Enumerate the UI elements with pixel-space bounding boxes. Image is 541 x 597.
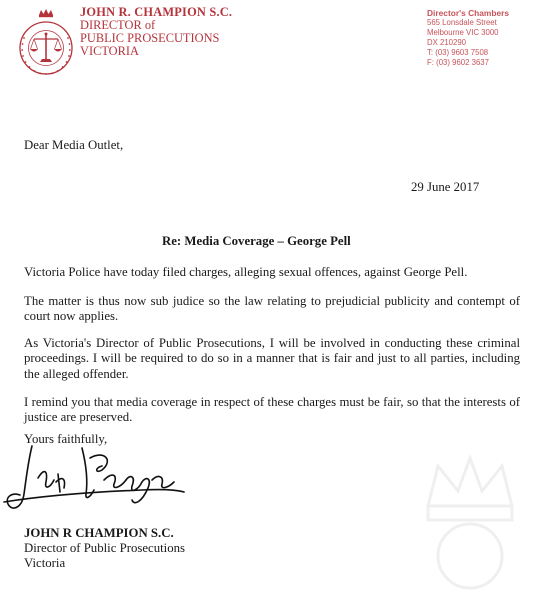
chambers-header: Director's Chambers [427, 8, 510, 18]
closing: Yours faithfully, [24, 432, 108, 446]
body-paragraph: The matter is thus now sub judice so the law relating to prejudicial publicity and contempt of court now applies. [24, 294, 520, 324]
subject-line: Re: Media Coverage – George Pell [162, 234, 351, 248]
fax-number: F: (03) 9602 3637 [427, 58, 489, 67]
address-line: Melbourne VIC 3000 [427, 28, 499, 37]
handwritten-signature [2, 440, 212, 530]
address-line: 565 Lonsdale Street [427, 18, 497, 27]
letterhead-office [80, 6, 232, 58]
letterhead-address [427, 8, 509, 68]
letterhead-title-line: PUBLIC PROSECUTIONS [80, 31, 220, 45]
letterhead-name: JOHN R. CHAMPION S.C. [80, 5, 233, 19]
dpp-seal-logo [17, 6, 75, 86]
dx-number: DX 210290 [427, 38, 467, 47]
body-paragraph: As Victoria's Director of Public Prosecutions, I will be involved in conducting these criminal proceedings. I will be required to do so in a manner that is fair and just to all parties, including the alleged offender. [24, 336, 520, 381]
body-paragraph: Victoria Police have today filed charges, alleging sexual offences, against George Pell. [24, 265, 468, 279]
signatory-title: Director of Public Prosecutions [24, 541, 185, 555]
letterhead-title-line: DIRECTOR of [80, 18, 156, 32]
signatory-name: JOHN R CHAMPION S.C. [24, 526, 174, 540]
signatory-place: Victoria [24, 556, 66, 570]
crest-watermark [398, 446, 541, 597]
letter-date: 29 June 2017 [411, 180, 480, 194]
body-paragraph: I remind you that media coverage in respect of these charges must be fair, so that the interests of justice are preserved. [24, 395, 520, 425]
salutation: Dear Media Outlet, [24, 138, 124, 152]
phone-number: T: (03) 9603 7508 [427, 48, 489, 57]
letterhead-title-line: VICTORIA [80, 44, 139, 58]
